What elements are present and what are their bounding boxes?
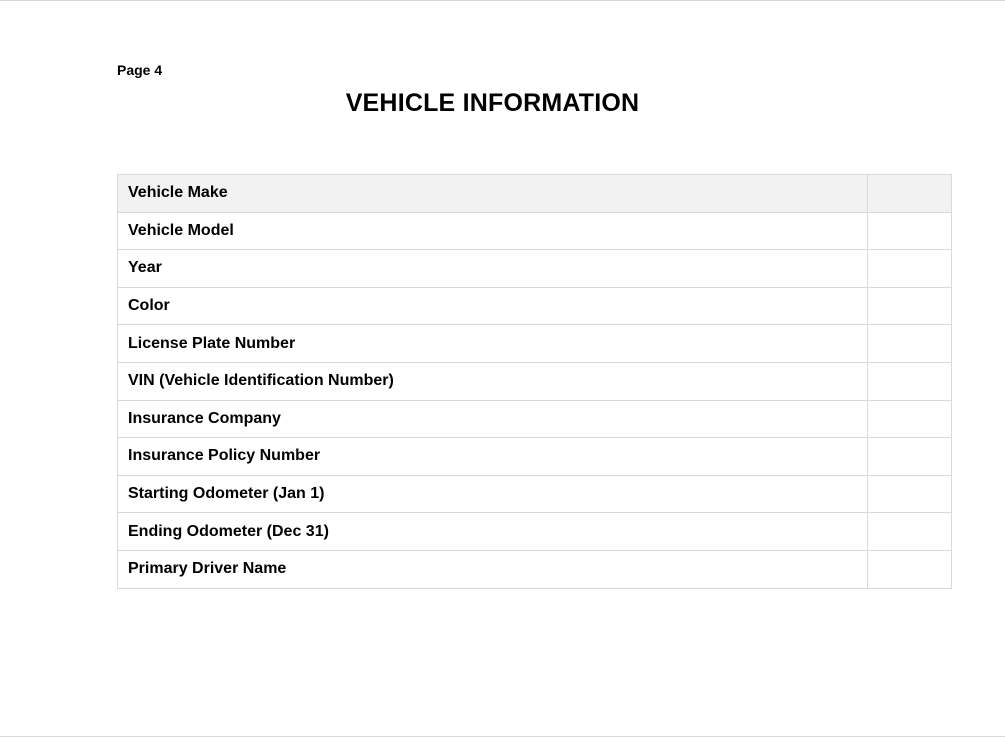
row-label: Insurance Policy Number [118, 438, 868, 476]
row-label: Primary Driver Name [118, 550, 868, 588]
row-label: Vehicle Make [118, 175, 868, 213]
row-value-field[interactable] [868, 287, 952, 325]
table-row [118, 325, 952, 363]
vehicle-info-table [117, 174, 952, 589]
table-row [118, 438, 952, 476]
table-row [118, 250, 952, 288]
table-row [118, 287, 952, 325]
row-label: VIN (Vehicle Identification Number) [118, 362, 868, 400]
row-label: Color [118, 287, 868, 325]
row-value-field[interactable] [868, 475, 952, 513]
row-value-field[interactable] [868, 250, 952, 288]
row-value-field[interactable] [868, 400, 952, 438]
table-row [118, 212, 952, 250]
page-number: Page 4 [117, 62, 163, 78]
page-title: VEHICLE INFORMATION [345, 89, 640, 117]
row-label: Vehicle Model [118, 212, 868, 250]
row-label: Ending Odometer (Dec 31) [118, 513, 868, 551]
row-value-field[interactable] [868, 438, 952, 476]
row-label: Year [118, 250, 868, 288]
table-row [118, 513, 952, 551]
row-value-field[interactable] [868, 550, 952, 588]
row-label: Insurance Company [118, 400, 868, 438]
table-row [118, 362, 952, 400]
row-value-field[interactable] [868, 513, 952, 551]
table-row [118, 550, 952, 588]
table-row [118, 400, 952, 438]
row-value-field[interactable] [868, 175, 952, 213]
table-row [118, 175, 952, 213]
row-value-field[interactable] [868, 325, 952, 363]
row-label: Starting Odometer (Jan 1) [118, 475, 868, 513]
row-value-field[interactable] [868, 212, 952, 250]
row-label: License Plate Number [118, 325, 868, 363]
row-value-field[interactable] [868, 362, 952, 400]
table-row [118, 475, 952, 513]
